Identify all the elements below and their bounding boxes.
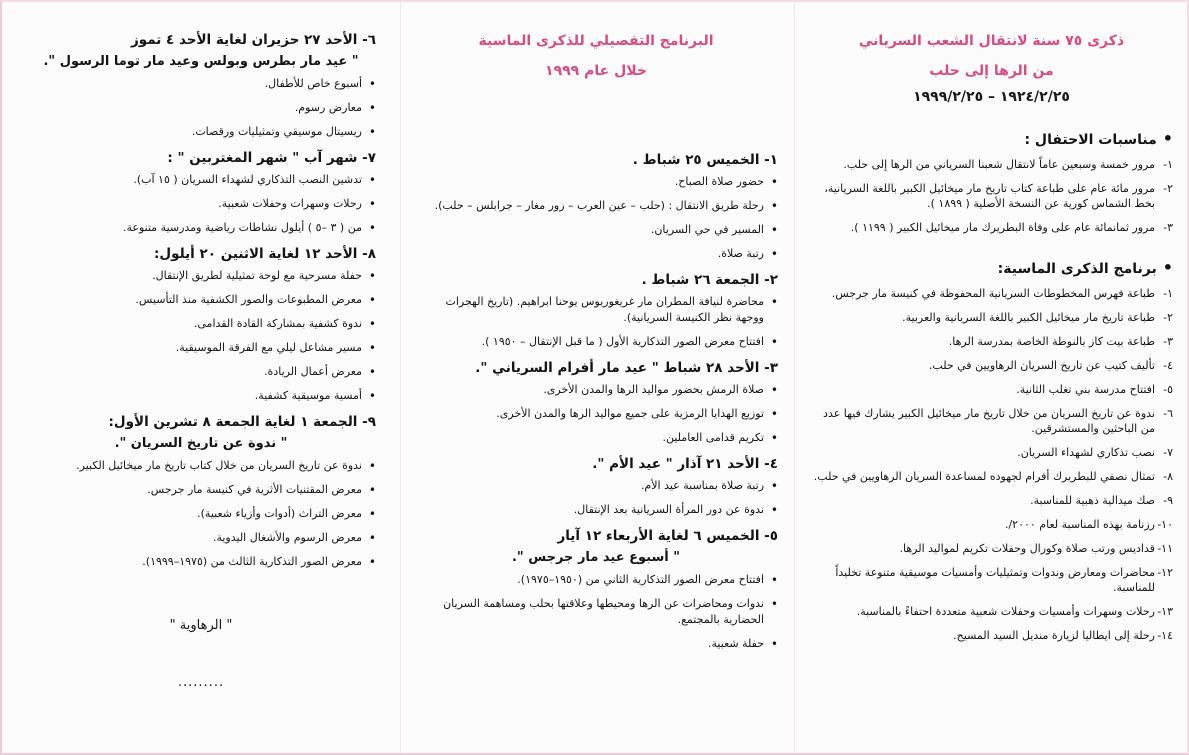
event-item: • المسير في حي السريان. <box>414 222 764 238</box>
event-title: ٩- الجمعة ١ لغاية الجمعة ٨ تشرين الأول: <box>108 414 376 430</box>
event-items <box>414 294 778 350</box>
event-title: ٢- الجمعة ٢٦ شباط . <box>641 272 778 288</box>
event-item: • رتبة صلاة. <box>414 246 764 262</box>
list-item <box>810 310 1173 325</box>
event-items <box>414 478 778 518</box>
event-item: • توزيع الهدايا الرمزية على جميع مواليد الرها والمدن الأخرى. <box>414 406 764 422</box>
event-items <box>26 76 376 140</box>
dotted-line: ......... <box>177 675 225 690</box>
list-item <box>810 604 1173 619</box>
item-text: تمثال نصفي للبطريرك أفرام لجهوده لمساعدة السريان الرهاويين في حلب. <box>813 470 1155 483</box>
event-item: • ندوات ومحاضرات عن الرها ومحيطها وعلاقتها بحلب ومساهمة السريان الحضارية بالمجتمع. <box>414 596 764 628</box>
item-number: ٢- <box>1163 311 1173 324</box>
event-title: ٤- الأحد ٢١ آذار " عيد الأم ". <box>592 456 778 472</box>
event-item: • معرض أعمال الريادة. <box>26 364 362 380</box>
right-panel <box>794 2 1189 753</box>
item-text: طباعة فهرس المخطوطات السريانية المحفوظة في كنيسة مار جرجس. <box>831 287 1155 300</box>
list-item <box>810 334 1173 349</box>
list-item <box>810 469 1173 484</box>
item-number: ١١- <box>1157 542 1173 555</box>
list-item <box>810 220 1173 235</box>
detailed-program-title: البرنامج التفصيلي للذكرى الماسية <box>478 33 714 49</box>
occasions-list <box>810 157 1173 235</box>
item-text: رحلات وسهرات وأمسيات وحفلات شعبية متعددة احتفاءً بالمناسبة. <box>856 605 1155 618</box>
middle-events <box>414 150 778 652</box>
event-block <box>26 30 376 140</box>
left-events <box>26 30 376 570</box>
event-item: • افتتاح معرض الصور التذكارية الثاني من (١٩٥٠–١٩٧٥). <box>414 572 764 588</box>
item-number: ٧- <box>1163 446 1173 459</box>
event-subtitle: " أسبوع عيد مار جرجس ". <box>511 550 680 565</box>
item-number: ٤- <box>1163 359 1173 372</box>
commemoration-subtitle: من الرها إلى حلب <box>929 63 1054 79</box>
signature: " الرهاوية " <box>169 618 233 633</box>
event-item: • معرض التراث (أدوات وأزياء شعبية). <box>26 506 362 522</box>
item-number: ٢- <box>1163 182 1173 195</box>
item-text: مرور ثمانمائة عام على وفاة البطريرك مار ميخائيل الكبير ( ١١٩٩ ). <box>850 221 1155 234</box>
event-block <box>26 412 376 570</box>
event-item: • معرض الصور التذكارية الثالث من (١٩٧٥–١٩٩٩). <box>26 554 362 570</box>
event-item: • رحلات وسهرات وحفلات شعبية. <box>26 196 362 212</box>
event-item: • ريسيتال موسيقي وتمثيليات ورقصات. <box>26 124 362 140</box>
item-number: ١٢- <box>1157 566 1173 579</box>
event-item: • من ( ٣ –٥ ) أيلول نشاطات رياضية ومدرسية متنوعة. <box>26 220 362 236</box>
list-item <box>810 565 1173 595</box>
item-text: تأليف كتيب عن تاريخ السريان الرهاويين في حلب. <box>928 359 1155 372</box>
event-block <box>414 454 778 518</box>
item-number: ٥- <box>1163 383 1173 396</box>
event-title: ٨- الأحد ١٢ لغاية الاثنين ٢٠ أيلول: <box>154 246 376 262</box>
detailed-program-header <box>414 30 778 82</box>
list-item <box>810 406 1173 436</box>
bullet-icon: • <box>1162 129 1173 148</box>
event-item: • حفلة شعبية. <box>414 636 764 652</box>
item-number: ١- <box>1163 158 1173 171</box>
event-item: • ندوة كشفية بمشاركة القادة القدامى. <box>26 316 362 332</box>
item-number: ٦- <box>1163 407 1173 420</box>
middle-panel <box>400 2 794 753</box>
event-title: ١- الخميس ٢٥ شباط . <box>632 152 778 168</box>
list-item <box>810 517 1173 532</box>
event-item: • محاضرة لنيافة المطران مار غريغوريوس يوحنا ابراهيم. (تاريخ الهجرات ووجهة نظر الكنيسة السريانية). <box>414 294 764 326</box>
list-item <box>810 445 1173 460</box>
item-text: صك ميدالية ذهبية للمناسبة. <box>1030 494 1155 507</box>
event-block <box>26 148 376 236</box>
occasions-heading: •مناسبات الاحتفال : <box>1024 129 1173 148</box>
event-block <box>414 150 778 262</box>
list-item <box>810 358 1173 373</box>
program-list <box>810 286 1173 643</box>
event-item: • حضور صلاة الصباح. <box>414 174 764 190</box>
item-text: محاضرات ومعارض وندوات وتمثيليات وأمسيات موسيقية متنوعة تخليداً للمناسبة. <box>835 566 1155 594</box>
event-items <box>26 458 376 570</box>
item-number: ١٣- <box>1157 605 1173 618</box>
item-number: ٨- <box>1163 470 1173 483</box>
event-title: ٧- شهر آب " شهر المغتربين " : <box>167 150 376 166</box>
item-text: ندوة عن تاريخ السريان من خلال تاريخ مار ميخائيل الكبير يشارك فيها عدد من الباحثين والمستشرقين. <box>823 407 1155 435</box>
bullet-icon: • <box>1162 258 1173 277</box>
program-heading: •برنامج الذكرى الماسية: <box>997 258 1173 277</box>
item-number: ١٤- <box>1157 629 1173 642</box>
detailed-program-year: خلال عام ١٩٩٩ <box>545 63 647 79</box>
list-item <box>810 628 1173 643</box>
event-item: • أسبوع خاص للأطفال. <box>26 76 362 92</box>
event-item: • ندوة عن دور المرأة السريانية بعد الإنتقال. <box>414 502 764 518</box>
event-block <box>26 244 376 404</box>
event-item: • أمسية موسيقية كشفية. <box>26 388 362 404</box>
event-item: • معرض المطبوعات والصور الكشفية منذ التأسيس. <box>26 292 362 308</box>
event-item: • رتبة صلاة بمناسبة عيد الأم. <box>414 478 764 494</box>
list-item <box>810 181 1173 211</box>
event-items <box>414 174 778 262</box>
item-number: ٣- <box>1163 221 1173 234</box>
item-number: ٣- <box>1163 335 1173 348</box>
event-items <box>414 382 778 446</box>
event-block <box>414 358 778 446</box>
list-item <box>810 541 1173 556</box>
item-number: ١- <box>1163 287 1173 300</box>
commemoration-title: ذكرى ٧٥ سنة لانتقال الشعب السرياني <box>858 33 1125 49</box>
item-text: طباعة تاريخ مار ميخائيل الكبير باللغة السريانية والعربية. <box>902 311 1155 324</box>
event-subtitle: " عيد مار بطرس وبولس وعيد مار توما الرسول ". <box>43 54 359 69</box>
event-item: • تكريم قدامى العاملين. <box>414 430 764 446</box>
item-text: طباعة بيت كاز بالنوطة الخاصة بمدرسة الرها. <box>948 335 1155 348</box>
left-panel <box>2 2 400 753</box>
item-text: مرور مائة عام على طباعة كتاب تاريخ مار ميخائيل الكبير باللغة السريانية، بخط الشماس كورية عن النسخة الأصلية ( ١٨٩٩ ). <box>824 182 1155 210</box>
event-item: • افتتاح معرض الصور التذكارية الأول ( ما قبل الإنتقال – ١٩٥٠ ). <box>414 334 764 350</box>
event-item: • رحلة طريق الانتقال : (حلب – عين العرب – زور مغار – جرابلس – حلب). <box>414 198 764 214</box>
item-number: ٩- <box>1163 494 1173 507</box>
event-title: ٦- الأحد ٢٧ حزيران لغاية الأحد ٤ تموز <box>130 32 376 48</box>
list-item <box>810 493 1173 508</box>
event-item: • صلاة الرمش بحضور مواليد الرها والمدن الأخرى. <box>414 382 764 398</box>
commemoration-dates: ١٩٢٤/٢/٢٥ – ١٩٩٩/٢/٢٥ <box>913 89 1070 105</box>
event-subtitle: " ندوة عن تاريخ السريان ". <box>114 436 288 451</box>
event-block <box>414 526 778 652</box>
event-item: • ندوة عن تاريخ السريان من خلال كتاب تاريخ مار ميخائيل الكبير. <box>26 458 362 474</box>
event-title: ٣- الأحد ٢٨ شباط " عيد مار أفرام السرياني ". <box>475 360 778 376</box>
item-text: رحلة إلى ايطاليا لزيارة منديل السيد المسيح. <box>953 629 1155 642</box>
list-item <box>810 286 1173 301</box>
event-block <box>414 270 778 350</box>
event-items <box>26 268 376 404</box>
event-item: • حفلة مسرحية مع لوحة تمثيلية لطريق الإنتقال. <box>26 268 362 284</box>
event-title: ٥- الخميس ٦ لغاية الأربعاء ١٢ آيار <box>557 528 778 544</box>
event-item: • مسير مشاعل ليلي مع الفرقة الموسيقية. <box>26 340 362 356</box>
event-items <box>26 172 376 236</box>
item-text: رزنامة بهذه المناسبة لعام ٢٠٠٠/. <box>1004 518 1155 531</box>
list-item <box>810 382 1173 397</box>
item-text: افتتاح مدرسة بني تغلب الثانية. <box>1016 383 1155 396</box>
item-text: قداديس ورتب صلاة وكورال وحفلات تكريم لمواليد الرها. <box>899 542 1155 555</box>
item-text: مرور خمسة وسبعين عاماً لانتقال شعبنا السرياني من الرها إلى حلب. <box>843 158 1155 171</box>
list-item <box>810 157 1173 172</box>
event-item: • معرض المقتنيات الأثرية في كنيسة مار جرجس. <box>26 482 362 498</box>
event-items <box>414 572 778 652</box>
event-item: • معرض الرسوم والأشغال اليدوية. <box>26 530 362 546</box>
event-item: • تدشين النصب التذكاري لشهداء السريان ( ١٥ آب). <box>26 172 362 188</box>
item-number: ١٠- <box>1157 518 1173 531</box>
item-text: نصب تذكاري لشهداء السريان. <box>1017 446 1155 459</box>
event-item: • معارض رسوم. <box>26 100 362 116</box>
